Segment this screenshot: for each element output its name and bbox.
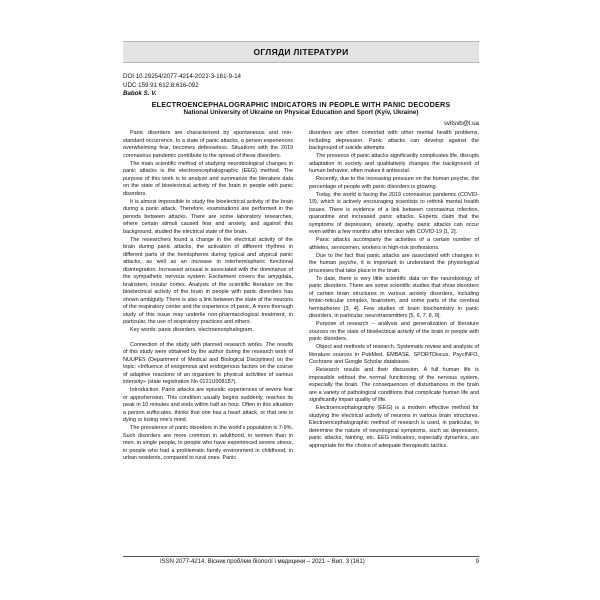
page-footer <box>123 559 479 565</box>
section-title: ОГЛЯДИ ЛІТЕРАТУРИ <box>253 47 349 57</box>
left-column <box>123 130 293 463</box>
paragraph: Object and methods of research. Systematic review and analysis of literature sources in PubMed, EMBASE, SPORTDiscus, PsycINFO, Cochrane and Google Scholar databases. <box>309 344 479 365</box>
paragraph: Electroencephalography (EEG) is a modern effective method for studying the electrical activity of neurons in various brain structures. Electroencephalographic method of research is used, in particular, to determine the nature of neurological symptoms, such as depression, panic attacks, fainting, etc. EEG indicators, especially dynamics, are appropriate for the choice of adequate therapeutic tactics. <box>309 405 479 449</box>
author-email: svitsvb@i.ua <box>443 120 479 127</box>
article-meta <box>123 73 479 99</box>
paragraph: It is almost impossible to study the bioelectrical activity of the brain during a panic attack. Therefore, examinations are performed in the periods between attacks. There are some laboratory researches, where certain stimuli caused fear and anxiety, and against this background, studied the electrical state of the brain. <box>123 198 293 235</box>
doi-line: DOI 10.29254/2077-4214-2021-3-161-9-14 <box>123 73 241 80</box>
paragraph: Research results and their discussion. A full human life is impossible without the normal functioning of the nervous system, especially the brain. The consequences of disturbances in the brain are a variety of pathological conditions that complicate human life and significantly impair quality of life. <box>309 367 479 403</box>
paragraph: To date, there is very little scientific data on the neurobiology of panic disorders. There are some scientific studies that show disorders of certain brain structures in various anxiety disorders, including limbic-reticular complex, brainstem, and some parts of the cerebral hemispheres [3, 4]. Few studies of brain biochemistry in panic disorders, in particular, neurotransmitters [5, 6, 7, 8, 9]. <box>309 275 479 319</box>
title-block <box>123 100 479 118</box>
paragraph: The main scientific method of studying neurobiological changes in panic attacks is the electroencephalographic (EEG) method. The purpose of this work is to analyze and summarize the literature data on the state of bioelectrical activity of the brain in people with panic disorders. <box>123 160 293 197</box>
udc-line: UDC 159.91:612.8:616-092 <box>123 81 199 89</box>
journal-citation: ISSN 2077-4214. Вісник проблем біології і медицини – 2021 – Вип. 3 (161) <box>160 559 365 565</box>
paragraph: Panic attacks accompany the activities of a certain number of athletes, servicemen, workers in high-risk professions. <box>309 237 479 251</box>
paragraph: The presence of panic attacks significantly complicates life, disrupts adaptation in society and qualitatively changes the background of human behavior, often makes it antisocial. <box>309 153 479 174</box>
article-title: ELECTROENCEPHALOGRAPHIC INDICATORS IN PEOPLE WITH PANIC DECODERS <box>151 100 451 109</box>
paragraph: Connection of the study with planned research works. The results of this study were obtained by the author during the research work of NUUPES (Department of Medical and Biological Disciplines) on the topic: «Influence of exogenous and endogenous factors on the course of adaptive reactions of an organism to physical activities of various intensity» (state registration No 0121U008187). <box>123 341 293 385</box>
paragraph: Today, the world is facing the 2019 coronavirus pandemic (COVID-19), which is actively encouraging scientists to rethink mental health issues. There is evidence of a link between coronavirus infection, quarantine and increased panic attacks. Experts claim that the symptoms of depression, anxiety, apathy, panic attacks can occur even within a few months after infection with COVID-19 [1, 2]. <box>309 191 479 235</box>
paragraph: Purpose of research – analysis and generalization of literature sources on the state of bioelectrical activity of the brain in people with panic disorders. <box>309 321 479 342</box>
paragraph: The prevalence of panic disorders in the world's population is 7-9%. Such disorders are more common in adulthood, in women than in men, in single people, in people who have experienced severe stress, in people who had a problematic family environment in childhood, in urban residents, compared to rural ones. Panic <box>123 425 293 461</box>
paragraph: The researchers found a change in the electrical activity of the brain during panic attacks, the activation of different rhythms in different parts of the hemispheres during typical and atypical panic attacks, as well as an increase in interhemispheric functional disintegration. Increased arousal is associated with the dominance of the sympathetic nervous system. Excitement covers the amygdala, brainstem, insular cortex. Analysis of the scientific literature on the bioelectrical activity of the brain in people with panic disorders has shown ambiguity. There is also a link between the state of the neurons of the respiratory center and the experience of panic. A more thorough study of this issue may underlie non-pharmacological treatment, in particular, the use of respiratory practices and others. <box>123 236 293 325</box>
author-line: Babok S. V. <box>123 90 157 98</box>
right-column <box>309 130 479 451</box>
paragraph: Recently, due to the increasing pressure on the human psyche, the percentage of people with panic disorders is growing. <box>309 176 479 190</box>
affiliation: National University of Ukraine on Physical Education and Sport (Kyiv, Ukraine) <box>183 109 419 116</box>
paragraph: disorders are often comorbid with other mental health problems, including depression. Panic attacks can develop against the background of suicide attempts. <box>309 130 479 151</box>
keywords: Key words: panic disorders, electroencephalogram. <box>130 327 254 333</box>
footer-divider <box>123 556 479 557</box>
section-header <box>123 41 479 63</box>
paragraph: Panic disorders are characterized by spontaneous and non-standard occurrence. In a state of panic attacks, a person experiences overwhelming fear, becomes defenseless. Situations with the 2019 coronavirus pandemic contribute to the spread of these disorders. <box>123 130 293 159</box>
paragraph: Introduction. Panic attacks are episodic experiences of severe fear or apprehension. This condition usually begins suddenly, reaches its peak in 10 minutes and ends within half an hour. Often in this situation a person suffocates, thinks that one has a heart attack, or that one is dying or losing one's mind. <box>123 387 293 423</box>
paragraph: Due to the fact that panic attacks are associated with changes in the human psyche, it is important to understand the physiological processes that take place in the brain. <box>309 252 479 274</box>
page-number: 9 <box>475 559 479 565</box>
